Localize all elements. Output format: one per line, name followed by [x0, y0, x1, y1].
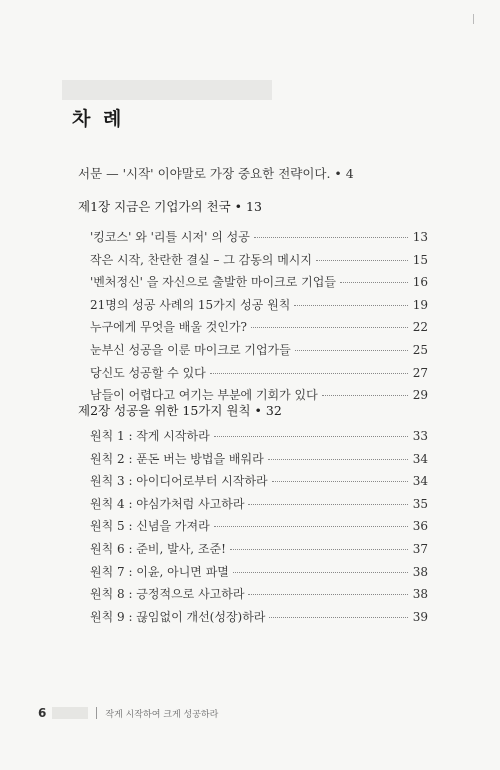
- entry-page: 39: [412, 609, 428, 624]
- dot-leader: [214, 526, 408, 527]
- entry-label: 누구에게 무엇을 배울 것인가?: [90, 320, 247, 335]
- entry-label: 작은 시작, 찬란한 결실 – 그 감동의 메시지: [90, 252, 312, 267]
- entry-page: 22: [412, 320, 428, 335]
- dot-leader: [251, 327, 408, 328]
- entry-label: 원칙 7 : 이윤, 아니면 파멸: [90, 564, 229, 579]
- entry-label: 눈부신 성공을 이룬 마이크로 기업가들: [90, 342, 291, 357]
- entry-label: 원칙 1 : 작게 시작하라: [90, 429, 210, 443]
- entry-label: 당신도 성공할 수 있다: [90, 365, 206, 380]
- dot-leader: [340, 282, 408, 283]
- entry-page: 34: [412, 474, 428, 489]
- entry-page: 29: [412, 388, 428, 403]
- preface-entry: 서문 — '시작' 이야말로 가장 중요한 전략이다. • 4: [78, 166, 354, 181]
- toc-entry: [90, 341, 428, 364]
- entry-page: 36: [412, 519, 428, 534]
- entry-page: 27: [412, 365, 428, 380]
- entry-label: 원칙 8 : 긍정적으로 사고하라: [90, 587, 245, 602]
- page-footer: [38, 706, 218, 720]
- toc-title: 차 례: [72, 108, 125, 130]
- entry-page: 33: [412, 429, 428, 443]
- entry-label: 원칙 4 : 야심가처럼 사고하라: [90, 496, 245, 511]
- crop-mark: [473, 14, 474, 24]
- entry-label: 원칙 6 : 준비, 발사, 조준!: [90, 541, 226, 556]
- toc-entry: [90, 540, 428, 563]
- dot-leader: [322, 395, 408, 396]
- dot-leader: [248, 594, 408, 595]
- entry-label: '벤처정신' 을 자신으로 출발한 마이크로 기업들: [90, 275, 336, 290]
- dot-leader: [248, 504, 408, 505]
- toc-entry: [90, 318, 428, 341]
- toc-entry: [90, 427, 428, 450]
- dot-leader: [254, 237, 408, 238]
- dot-leader: [230, 549, 408, 550]
- toc-entry: [90, 585, 428, 608]
- toc-entry: [90, 563, 428, 586]
- dot-leader: [294, 305, 408, 306]
- footer-divider: [96, 707, 97, 719]
- toc-entry: [90, 296, 428, 319]
- entry-label: 원칙 2 : 푼돈 버는 방법을 배워라: [90, 451, 264, 466]
- chapter-1-entries: [90, 228, 428, 409]
- entry-page: 25: [412, 342, 428, 357]
- dot-leader: [268, 459, 408, 460]
- entry-page: 37: [412, 541, 428, 556]
- toc-entry: [90, 608, 428, 631]
- entry-page: 38: [412, 587, 428, 602]
- entry-page: 13: [412, 230, 428, 244]
- toc-entry: [90, 273, 428, 296]
- toc-entry: [90, 251, 428, 274]
- page-number: 6: [38, 706, 47, 720]
- toc-entry: [90, 228, 428, 251]
- entry-page: 35: [412, 496, 428, 511]
- entry-label: 21명의 성공 사례의 15가지 성공 원칙: [90, 297, 291, 312]
- entry-label: 남들이 어렵다고 여기는 부분에 기회가 있다: [90, 388, 318, 403]
- dot-leader: [210, 373, 408, 374]
- dot-leader: [295, 350, 408, 351]
- entry-label: 원칙 3 : 아이디어로부터 시작하라: [90, 474, 268, 489]
- toc-entry: [90, 364, 428, 387]
- entry-page: 19: [412, 297, 428, 312]
- chapter-1-heading: 제1장 지금은 기업가의 천국 • 13: [78, 199, 262, 214]
- dot-leader: [316, 260, 408, 261]
- entry-page: 38: [412, 564, 428, 579]
- chapter-2-entries: [90, 427, 428, 630]
- dot-leader: [214, 436, 408, 437]
- chapter-2-heading: 제2장 성공을 위한 15가지 원칙 • 32: [78, 403, 282, 418]
- running-title: 작게 시작하여 크게 성공하라: [105, 709, 219, 720]
- entry-page: 15: [412, 252, 428, 267]
- dot-leader: [269, 617, 408, 618]
- entry-label: 원칙 9 : 끊임없이 개선(성장)하라: [90, 609, 266, 624]
- footer-band: [52, 707, 88, 719]
- entry-label: 원칙 5 : 신념을 가져라: [90, 519, 210, 534]
- toc-entry: [90, 450, 428, 473]
- dot-leader: [272, 481, 408, 482]
- toc-entry: [90, 517, 428, 540]
- dot-leader: [233, 572, 408, 573]
- toc-entry: [90, 472, 428, 495]
- entry-page: 16: [412, 275, 428, 290]
- entry-label: '킹코스' 와 '리틀 시저' 의 성공: [90, 230, 250, 244]
- header-band: [62, 80, 272, 100]
- entry-page: 34: [412, 451, 428, 466]
- toc-entry: [90, 495, 428, 518]
